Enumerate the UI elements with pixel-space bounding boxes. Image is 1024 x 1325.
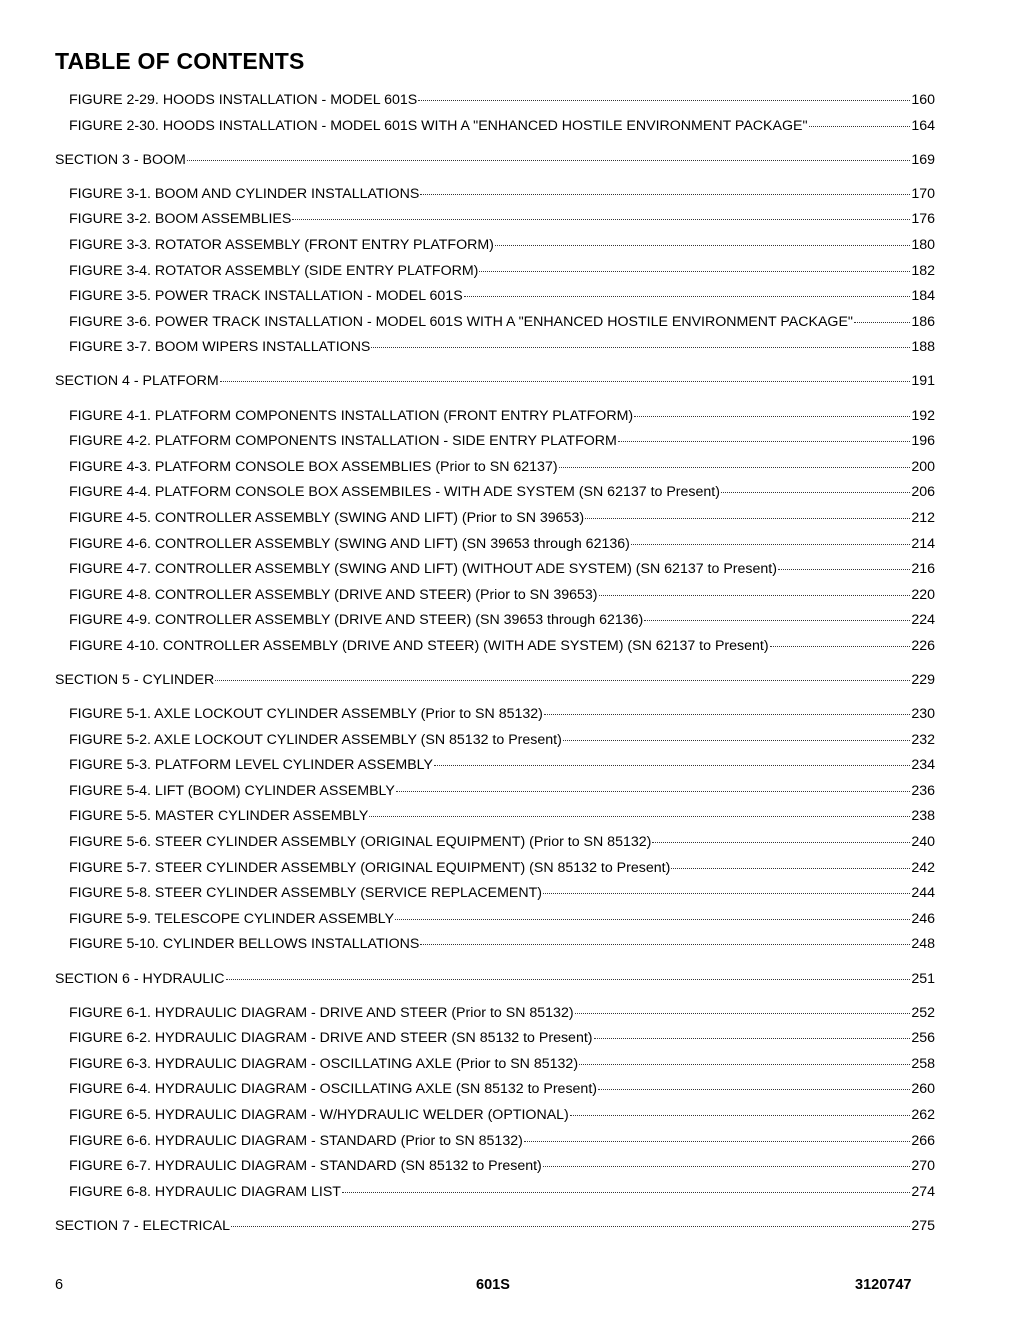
toc-figure-entry[interactable] [55, 608, 935, 634]
dot-leader [524, 1141, 911, 1142]
toc-entry-label: FIGURE 3-7. BOOM WIPERS INSTALLATIONS [69, 339, 371, 356]
toc-entry-label: FIGURE 4-7. CONTROLLER ASSEMBLY (SWING AND LIFT) (WITHOUT ADE SYSTEM) (SN 62137 to Present) [69, 561, 777, 578]
toc-figure-entry[interactable] [55, 1052, 935, 1078]
toc-entry-label: FIGURE 6-4. HYDRAULIC DIAGRAM - OSCILLATING AXLE (SN 85132 to Present) [69, 1081, 597, 1098]
dot-leader [594, 1038, 911, 1039]
toc-figure-entry[interactable] [55, 830, 935, 856]
toc-figure-entry[interactable] [55, 182, 935, 208]
toc-section-entry[interactable] [55, 369, 935, 395]
dot-leader [464, 296, 911, 297]
dot-leader [479, 271, 910, 272]
toc-entry-page-number: 240 [911, 834, 935, 851]
toc-entry-page-number: 180 [911, 236, 935, 253]
dot-leader [418, 100, 910, 101]
dot-leader [420, 194, 910, 195]
toc-entry-label: FIGURE 3-4. ROTATOR ASSEMBLY (SIDE ENTRY PLATFORM) [69, 262, 479, 279]
toc-entry-label: FIGURE 4-9. CONTROLLER ASSEMBLY (DRIVE AND STEER) (SN 39653 through 62136) [69, 612, 644, 629]
toc-figure-entry[interactable] [55, 856, 935, 882]
footer-page-number: 6 [55, 1277, 64, 1293]
toc-entry-page-number: 246 [911, 910, 935, 927]
dot-leader [652, 842, 910, 843]
toc-entry-page-number: 176 [911, 211, 935, 228]
dot-leader [543, 893, 910, 894]
toc-entry-label: FIGURE 6-5. HYDRAULIC DIAGRAM - W/HYDRAULIC WELDER (OPTIONAL) [69, 1106, 569, 1123]
toc-figure-entry[interactable] [55, 506, 935, 532]
toc-section-entry[interactable] [55, 148, 935, 174]
toc-entry-page-number: 184 [911, 288, 935, 305]
toc-entry-page-number: 260 [911, 1081, 935, 1098]
toc-figure-entry[interactable] [55, 779, 935, 805]
toc-entry-page-number: 192 [911, 407, 935, 424]
dot-leader [778, 569, 910, 570]
toc-figure-entry[interactable] [55, 634, 935, 660]
toc-section-entry[interactable] [55, 668, 935, 694]
dot-leader [220, 381, 911, 382]
toc-figure-entry[interactable] [55, 1180, 935, 1206]
dot-leader [809, 126, 911, 127]
toc-figure-entry[interactable] [55, 932, 935, 958]
dot-leader [671, 868, 910, 869]
toc-entry-label: FIGURE 4-2. PLATFORM COMPONENTS INSTALLATION - SIDE ENTRY PLATFORM [69, 433, 617, 450]
toc-entry-page-number: 188 [911, 339, 935, 356]
toc-entry-label: FIGURE 5-7. STEER CYLINDER ASSEMBLY (ORIGINAL EQUIPMENT) (SN 85132 to Present) [69, 859, 671, 876]
toc-entry-label: FIGURE 5-5. MASTER CYLINDER ASSEMBLY [69, 808, 369, 825]
toc-entry-page-number: 252 [911, 1004, 935, 1021]
dot-leader [543, 1166, 911, 1167]
dot-leader [371, 347, 910, 348]
toc-entry-label: FIGURE 4-1. PLATFORM COMPONENTS INSTALLATION (FRONT ENTRY PLATFORM) [69, 407, 634, 424]
dot-leader [395, 919, 910, 920]
toc-figure-entry[interactable] [55, 480, 935, 506]
toc-figure-entry[interactable] [55, 907, 935, 933]
toc-entry-page-number: 258 [911, 1055, 935, 1072]
toc-figure-entry[interactable] [55, 753, 935, 779]
toc-entry-page-number: 232 [911, 731, 935, 748]
toc-entry-page-number: 212 [911, 509, 935, 526]
dot-leader [579, 1064, 910, 1065]
dot-leader [721, 492, 910, 493]
toc-entry-label: SECTION 7 - ELECTRICAL [55, 1217, 231, 1234]
dot-leader [342, 1192, 910, 1193]
dot-leader [599, 595, 911, 596]
toc-entry-label: FIGURE 3-2. BOOM ASSEMBLIES [69, 211, 292, 228]
toc-entry-page-number: 182 [911, 262, 935, 279]
toc-entry-label: FIGURE 2-30. HOODS INSTALLATION - MODEL 601S WITH A "ENHANCED HOSTILE ENVIRONMENT PACKAGE" [69, 117, 808, 134]
toc-figure-entry[interactable] [55, 455, 935, 481]
toc-figure-entry[interactable] [55, 310, 935, 336]
toc-figure-entry[interactable] [55, 88, 935, 114]
toc-figure-entry[interactable] [55, 259, 935, 285]
toc-figure-entry[interactable] [55, 233, 935, 259]
dot-leader [631, 544, 910, 545]
toc-figure-entry[interactable] [55, 1103, 935, 1129]
toc-figure-entry[interactable] [55, 284, 935, 310]
toc-entry-page-number: 206 [911, 484, 935, 501]
dot-leader [570, 1115, 911, 1116]
toc-section-entry[interactable] [55, 1214, 935, 1240]
toc-entry-page-number: 186 [911, 313, 935, 330]
toc-entry-page-number: 220 [911, 586, 935, 603]
toc-figure-entry[interactable] [55, 1001, 935, 1027]
toc-entry-page-number: 275 [911, 1217, 935, 1234]
dot-leader [495, 245, 910, 246]
dot-leader [226, 979, 911, 980]
toc-entry-page-number: 236 [911, 782, 935, 799]
toc-entry-label: SECTION 6 - HYDRAULIC [55, 970, 225, 987]
toc-entry-label: FIGURE 5-2. AXLE LOCKOUT CYLINDER ASSEMBLY (SN 85132 to Present) [69, 731, 562, 748]
dot-leader [618, 441, 910, 442]
toc-entry-label: FIGURE 6-8. HYDRAULIC DIAGRAM LIST [69, 1183, 341, 1200]
toc-entry-label: FIGURE 5-9. TELESCOPE CYLINDER ASSEMBLY [69, 910, 395, 927]
toc-entry-label: FIGURE 6-3. HYDRAULIC DIAGRAM - OSCILLATING AXLE (Prior to SN 85132) [69, 1055, 579, 1072]
toc-entry-page-number: 234 [911, 757, 935, 774]
toc-entry-label: FIGURE 6-1. HYDRAULIC DIAGRAM - DRIVE AND STEER (Prior to SN 85132) [69, 1004, 574, 1021]
dot-leader [215, 680, 910, 681]
toc-figure-entry[interactable] [55, 404, 935, 430]
dot-leader [770, 646, 911, 647]
toc-entry-label: FIGURE 5-1. AXLE LOCKOUT CYLINDER ASSEMBLY (Prior to SN 85132) [69, 706, 543, 723]
table-of-contents [55, 88, 935, 1248]
toc-entry-page-number: 226 [911, 637, 935, 654]
toc-entry-page-number: 251 [911, 970, 935, 987]
toc-entry-page-number: 242 [911, 859, 935, 876]
toc-entry-label: FIGURE 3-5. POWER TRACK INSTALLATION - MODEL 601S [69, 288, 463, 305]
toc-entry-page-number: 170 [911, 185, 935, 202]
dot-leader [420, 944, 910, 945]
toc-entry-label: FIGURE 2-29. HOODS INSTALLATION - MODEL 601S [69, 92, 418, 108]
toc-entry-label: FIGURE 5-4. LIFT (BOOM) CYLINDER ASSEMBLY [69, 782, 395, 799]
dot-leader [563, 740, 911, 741]
toc-entry-label: FIGURE 3-1. BOOM AND CYLINDER INSTALLATIONS [69, 185, 420, 202]
toc-entry-page-number: 270 [911, 1158, 935, 1175]
dot-leader [396, 791, 910, 792]
toc-figure-entry[interactable] [55, 1026, 935, 1052]
toc-entry-page-number: 229 [911, 671, 935, 688]
toc-entry-page-number: 191 [911, 373, 935, 390]
toc-figure-entry[interactable] [55, 429, 935, 455]
toc-entry-label: FIGURE 6-2. HYDRAULIC DIAGRAM - DRIVE AND STEER (SN 85132 to Present) [69, 1030, 593, 1047]
toc-figure-entry[interactable] [55, 557, 935, 583]
toc-entry-label: FIGURE 3-6. POWER TRACK INSTALLATION - MODEL 601S WITH A "ENHANCED HOSTILE ENVIRONMENT PACKAGE" [69, 313, 853, 330]
dot-leader [634, 416, 910, 417]
toc-entry-page-number: 169 [911, 151, 935, 168]
toc-entry-page-number: 164 [911, 117, 935, 134]
toc-entry-page-number: 214 [911, 535, 935, 552]
toc-entry-page-number: 256 [911, 1030, 935, 1047]
toc-entry-page-number: 200 [911, 458, 935, 475]
dot-leader [292, 219, 910, 220]
toc-entry-page-number: 262 [911, 1106, 935, 1123]
toc-entry-label: FIGURE 5-10. CYLINDER BELLOWS INSTALLATIONS [69, 936, 420, 953]
dot-leader [575, 1013, 911, 1014]
dot-leader [187, 160, 910, 161]
dot-leader [231, 1226, 910, 1227]
toc-figure-entry[interactable] [55, 1129, 935, 1155]
toc-entry-label: FIGURE 4-4. PLATFORM CONSOLE BOX ASSEMBILES - WITH ADE SYSTEM (SN 62137 to Present) [69, 484, 720, 501]
toc-entry-label: FIGURE 3-3. ROTATOR ASSEMBLY (FRONT ENTRY PLATFORM) [69, 236, 494, 253]
toc-entry-label: FIGURE 4-5. CONTROLLER ASSEMBLY (SWING AND LIFT) (Prior to SN 39653) [69, 509, 585, 526]
toc-entry-label: SECTION 3 - BOOM [55, 151, 186, 168]
toc-entry-page-number: 224 [911, 612, 935, 629]
toc-entry-label: FIGURE 4-3. PLATFORM CONSOLE BOX ASSEMBLIES (Prior to SN 62137) [69, 458, 558, 475]
toc-entry-page-number: 274 [911, 1183, 935, 1200]
toc-entry-page-number: 238 [911, 808, 935, 825]
dot-leader [598, 1089, 910, 1090]
page-title: TABLE OF CONTENTS [55, 48, 305, 74]
toc-entry-label: FIGURE 5-3. PLATFORM LEVEL CYLINDER ASSEMBLY [69, 757, 433, 774]
toc-figure-entry[interactable] [55, 881, 935, 907]
toc-figure-entry[interactable] [55, 114, 935, 140]
toc-figure-entry[interactable] [55, 1077, 935, 1103]
toc-entry-page-number: 230 [911, 706, 935, 723]
toc-entry-label: SECTION 4 - PLATFORM [55, 373, 219, 390]
toc-entry-page-number: 216 [911, 561, 935, 578]
toc-entry-page-number: 266 [911, 1132, 935, 1149]
toc-entry-label: FIGURE 4-8. CONTROLLER ASSEMBLY (DRIVE AND STEER) (Prior to SN 39653) [69, 586, 598, 603]
toc-entry-label: FIGURE 6-6. HYDRAULIC DIAGRAM - STANDARD (Prior to SN 85132) [69, 1132, 523, 1149]
dot-leader [585, 518, 910, 519]
toc-entry-label: FIGURE 4-6. CONTROLLER ASSEMBLY (SWING AND LIFT) (SN 39653 through 62136) [69, 535, 630, 552]
toc-figure-entry[interactable] [55, 702, 935, 728]
toc-figure-entry[interactable] [55, 583, 935, 609]
dot-leader [559, 467, 911, 468]
dot-leader [544, 714, 910, 715]
toc-figure-entry[interactable] [55, 804, 935, 830]
toc-entry-page-number: 196 [911, 433, 935, 450]
toc-entry-page-number: 248 [911, 936, 935, 953]
toc-entry-label: SECTION 5 - CYLINDER [55, 671, 215, 688]
footer-document-number: 3120747 [855, 1277, 912, 1293]
toc-entry-page-number: 244 [911, 885, 935, 902]
toc-figure-entry[interactable] [55, 532, 935, 558]
toc-entry-label: FIGURE 5-6. STEER CYLINDER ASSEMBLY (ORIGINAL EQUIPMENT) (Prior to SN 85132) [69, 834, 652, 851]
toc-figure-entry[interactable] [55, 1154, 935, 1180]
footer-model: 601S [476, 1277, 510, 1293]
dot-leader [434, 765, 910, 766]
toc-figure-entry[interactable] [55, 728, 935, 754]
dot-leader [644, 620, 910, 621]
toc-entry-page-number: 160 [911, 92, 935, 108]
toc-entry-label: FIGURE 5-8. STEER CYLINDER ASSEMBLY (SERVICE REPLACEMENT) [69, 885, 543, 902]
dot-leader [369, 816, 910, 817]
toc-entry-label: FIGURE 6-7. HYDRAULIC DIAGRAM - STANDARD (SN 85132 to Present) [69, 1158, 542, 1175]
toc-figure-entry[interactable] [55, 335, 935, 361]
toc-section-entry[interactable] [55, 967, 935, 993]
dot-leader [854, 322, 910, 323]
toc-figure-entry[interactable] [55, 207, 935, 233]
toc-entry-label: FIGURE 4-10. CONTROLLER ASSEMBLY (DRIVE AND STEER) (WITH ADE SYSTEM) (SN 62137 to Present) [69, 637, 769, 654]
